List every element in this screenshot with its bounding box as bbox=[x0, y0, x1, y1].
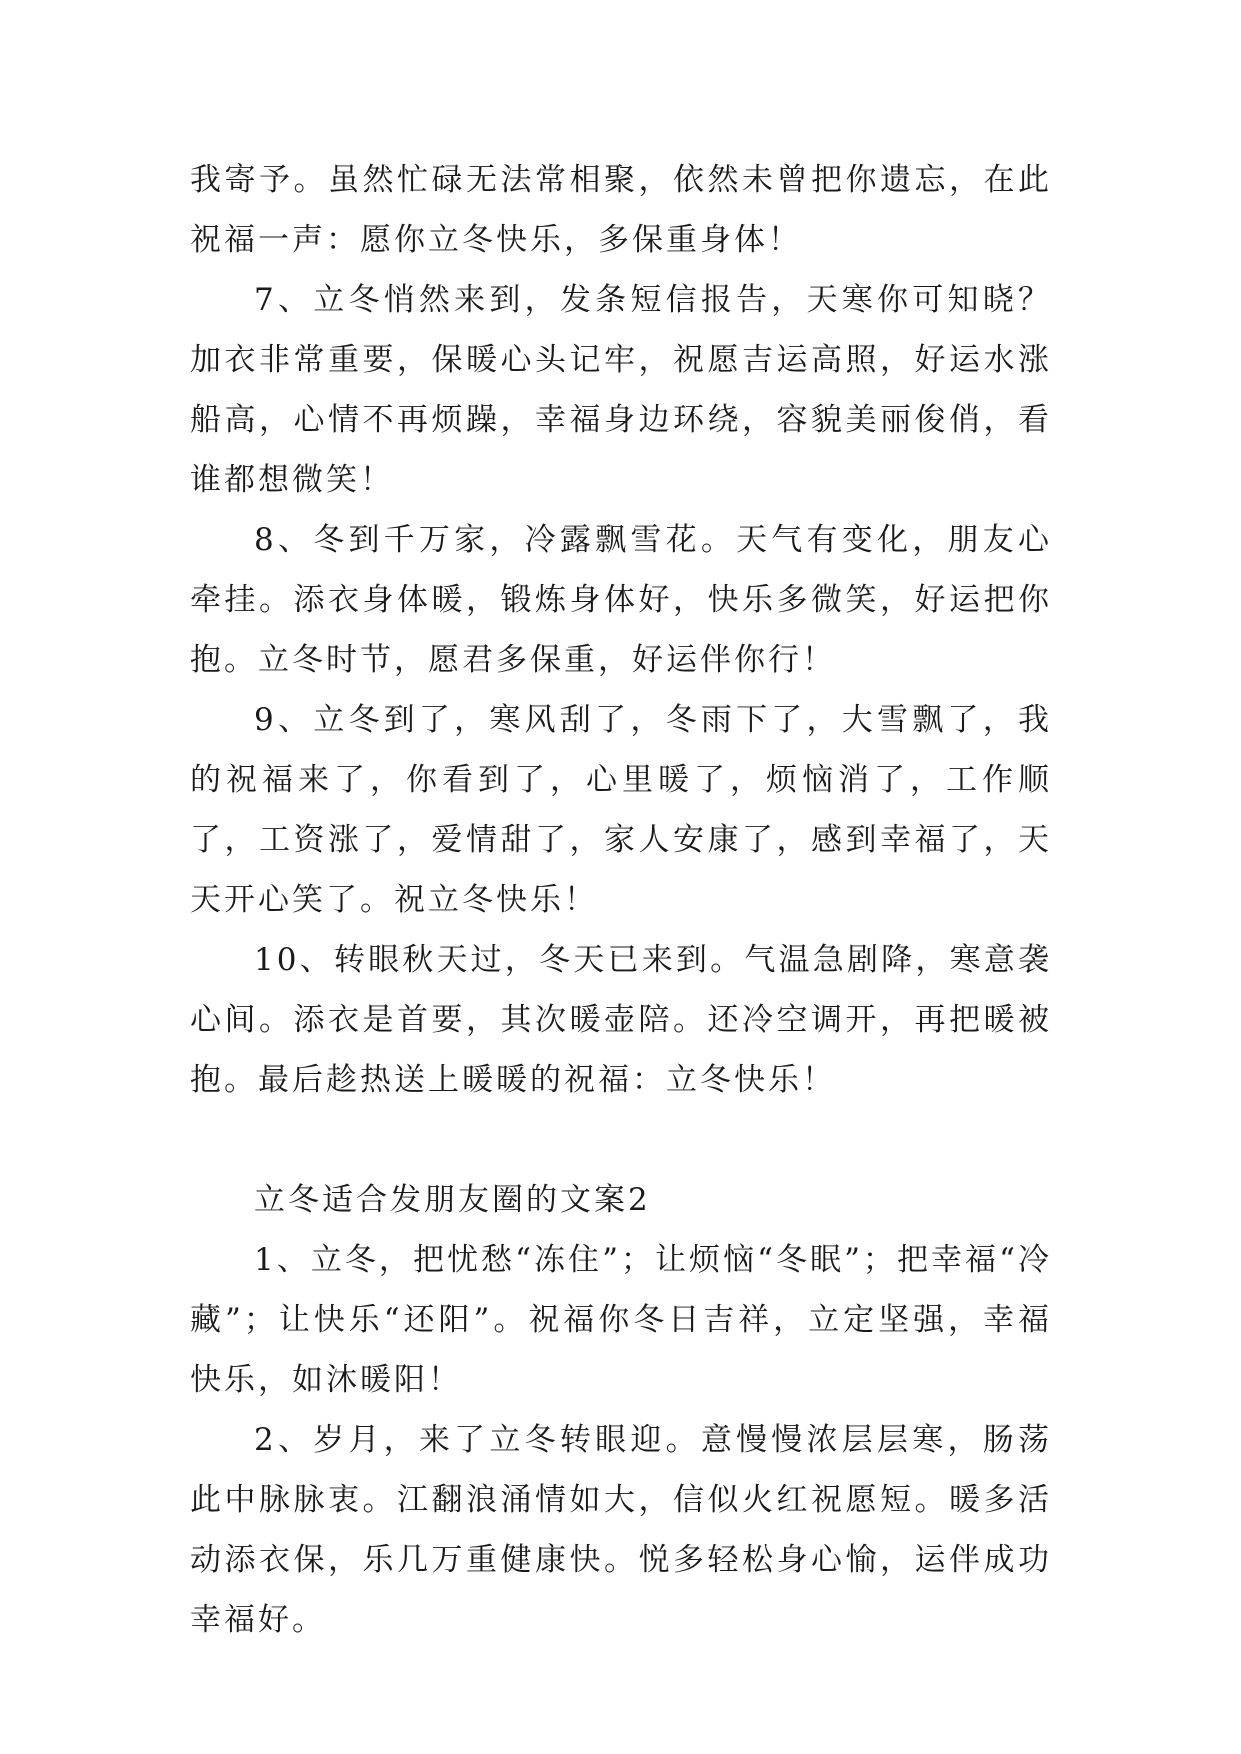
paragraph-item-7: 7、立冬悄然来到，发条短信报告，天寒你可知晓？加衣非常重要，保暖心头记牢，祝愿吉运高照，好运水涨船高，心情不再烦躁，幸福身边环绕，容貌美丽俊俏，看谁都想微笑！ bbox=[190, 282, 1052, 498]
section-title: 立冬适合发朋友圈的文案2 bbox=[254, 1182, 651, 1218]
paragraph-continuation: 我寄予。虽然忙碌无法常相聚，依然未曾把你遗忘，在此祝福一声：愿你立冬快乐，多保重身体！ bbox=[190, 162, 1052, 258]
paragraph-item-9: 9、立冬到了，寒风刮了，冬雨下了，大雪飘了，我的祝福来了，你看到了，心里暖了，烦恼消了，工作顺了，工资涨了，爱情甜了，家人安康了，感到幸福了，天天开心笑了。祝立冬快乐！ bbox=[190, 702, 1052, 918]
paragraph-section2-item-2: 2、岁月，来了立冬转眼迎。意慢慢浓层层寒，肠荡此中脉脉衷。江翻浪涌情如大，信似火红祝愿短。暖多活动添衣保，乐几万重健康快。悦多轻松身心愉，运伴成功幸福好。 bbox=[190, 1422, 1052, 1638]
paragraph-section2-item-1: 1、立冬，把忧愁“冻住”；让烦恼“冬眠”；把幸福“冷藏”；让快乐“还阳”。祝福你冬日吉祥，立定坚强，幸福快乐，如沐暖阳！ bbox=[190, 1242, 1052, 1398]
paragraph-item-10: 10、转眼秋天过，冬天已来到。气温急剧降，寒意袭心间。添衣是首要，其次暖壶陪。还冷空调开，再把暖被抱。最后趁热送上暖暖的祝福：立冬快乐！ bbox=[190, 942, 1052, 1098]
document-page bbox=[190, 150, 1052, 1650]
paragraph-item-8: 8、冬到千万家，冷露飘雪花。天气有变化，朋友心牵挂。添衣身体暖，锻炼身体好，快乐多微笑，好运把你抱。立冬时节，愿君多保重，好运伴你行！ bbox=[190, 522, 1052, 678]
